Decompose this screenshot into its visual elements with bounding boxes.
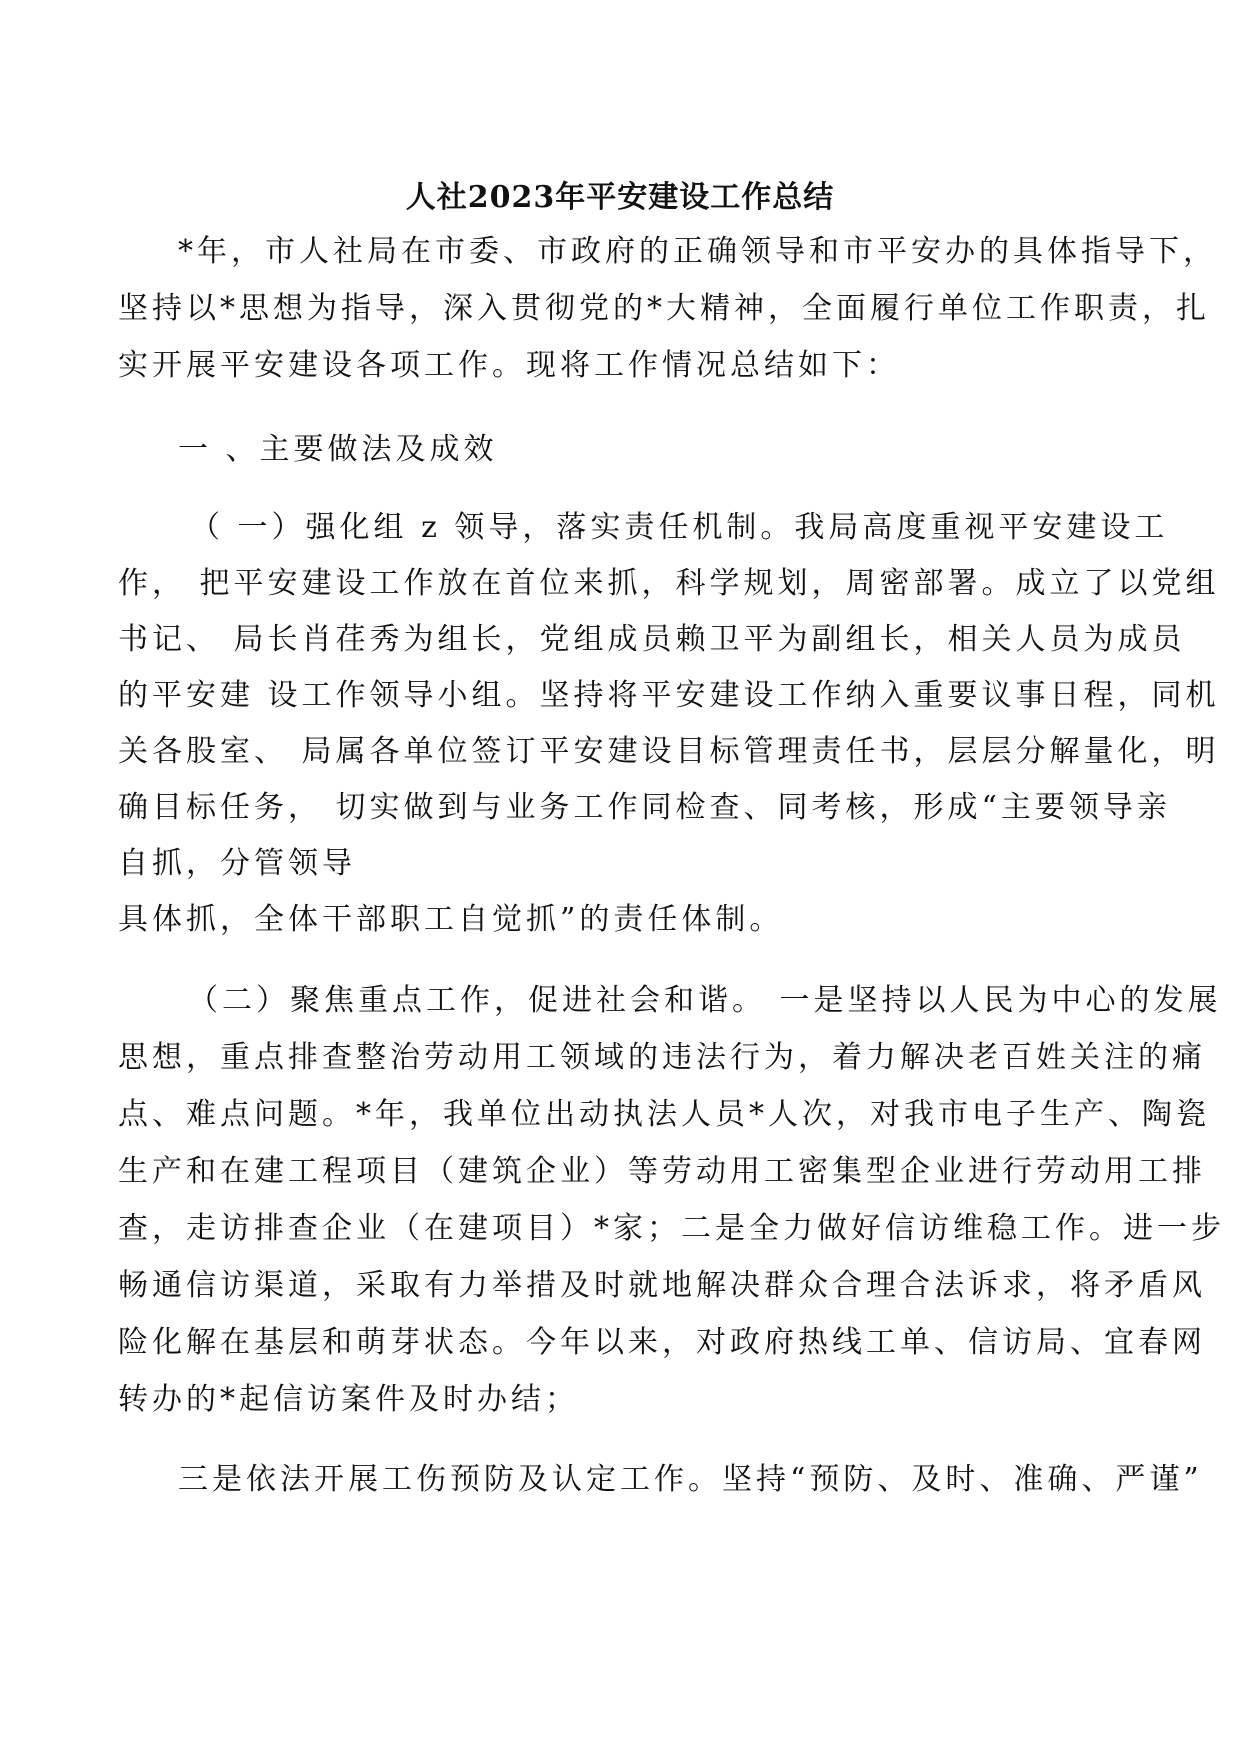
paragraph-line: 书记、 局长肖荏秀为组长，党组成员赖卫平为副组长，相关人员为成员 bbox=[118, 622, 1186, 657]
paragraph-line: 实开展平安建设各项工作。现将工作情况总结如下： bbox=[118, 348, 900, 383]
paragraph-line: 具体抓，全体干部职工自觉抓”的责任体制。 bbox=[118, 902, 784, 937]
paragraph-line: 确目标任务， 切实做到与业务工作同检查、同考核，形成“主要领导亲 bbox=[118, 790, 1171, 825]
paragraph-line: 险化解在基层和萌芽状态。今年以来，对政府热线工单、信访局、宜春网 bbox=[118, 1325, 1206, 1360]
paragraph-line: 自抓，分管领导 bbox=[118, 846, 356, 881]
paragraph-line: 查，走访排查企业（在建项目）*家；二是全力做好信访维稳工作。进一步 bbox=[118, 1211, 1225, 1246]
paragraph-line: 生产和在建工程项目（建筑企业）等劳动用工密集型企业进行劳动用工排 bbox=[118, 1154, 1206, 1189]
paragraph-line: 关各股室、 局属各单位签订平安建设目标管理责任书，层层分解量化，明 bbox=[118, 734, 1220, 769]
document-title: 人社2023年平安建设工作总结 bbox=[405, 180, 835, 215]
paragraph-line: 畅通信访渠道，采取有力举措及时就地解决群众合理合法诉求，将矛盾风 bbox=[118, 1268, 1206, 1303]
paragraph-line: 思想，重点排查整治劳动用工领域的违法行为，着力解决老百姓关注的痛 bbox=[118, 1040, 1206, 1075]
paragraph-line: （二）聚焦重点工作，促进社会和谐。 一是坚持以人民为中心的发展 bbox=[188, 983, 1222, 1018]
section-heading: 一 、主要做法及成效 bbox=[178, 432, 498, 467]
paragraph-line: 三是依法开展工伤预防及认定工作。坚持“预防、及时、准确、严谨” bbox=[178, 1462, 1203, 1497]
paragraph-line: （ 一）强化组 z 领导，落实责任机制。我局高度重视平安建设工 bbox=[190, 510, 1169, 545]
paragraph-line: 转办的*起信访案件及时办结； bbox=[118, 1382, 579, 1417]
paragraph-line: *年，市人社局在市委、市政府的正确领导和市平安办的具体指导下， bbox=[178, 234, 1217, 269]
paragraph-line: 的平安建 设工作领导小组。坚持将平安建设工作纳入重要议事日程，同机 bbox=[118, 678, 1220, 713]
paragraph-line: 点、难点问题。*年，我单位出动执法人员*人次，对我市电子生产、陶瓷 bbox=[118, 1097, 1210, 1132]
paragraph-line: 作， 把平安建设工作放在首位来抓，科学规划，周密部署。成立了以党组 bbox=[118, 566, 1220, 601]
paragraph-line: 坚持以*思想为指导，深入贯彻党的*大精神，全面履行单位工作职责，扎 bbox=[118, 291, 1210, 326]
